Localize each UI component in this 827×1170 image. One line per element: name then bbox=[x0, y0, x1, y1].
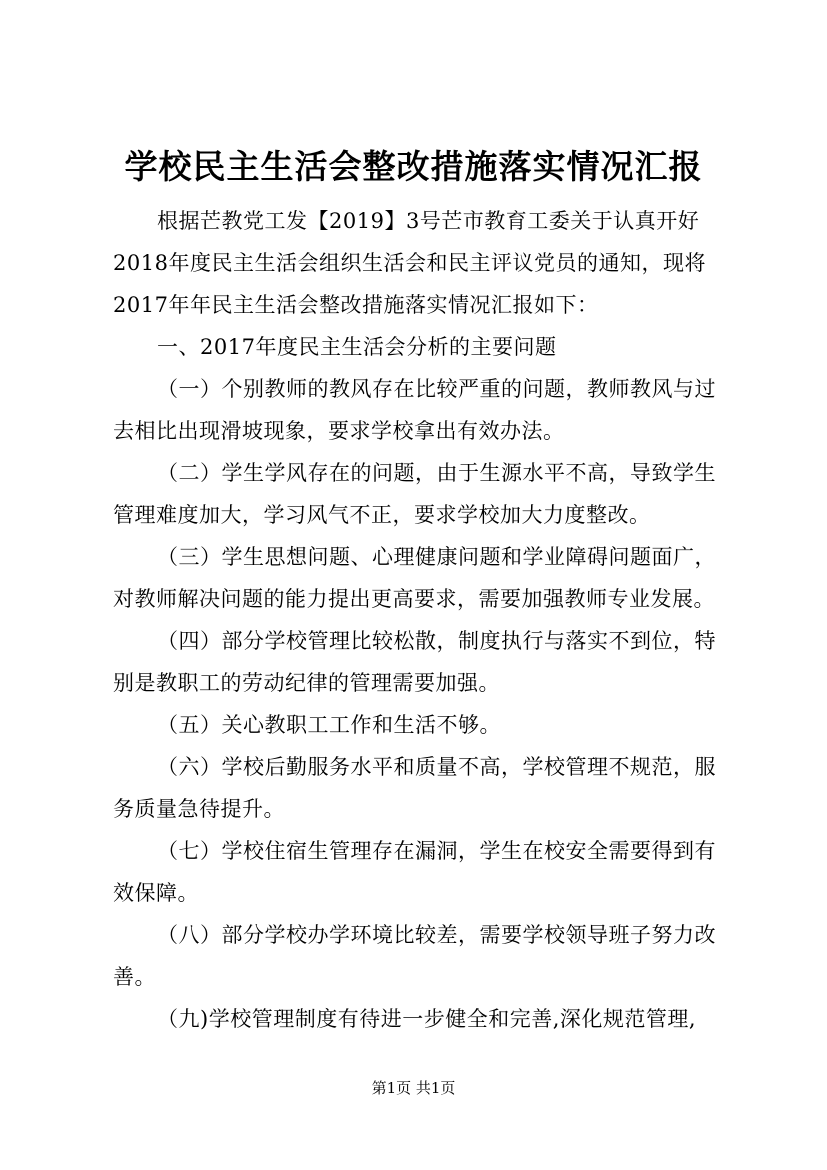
paragraph-line: 2018年度民主生活会组织生活会和民主评议党员的通知，现将 bbox=[113, 251, 706, 275]
paragraph-line: 善。 bbox=[113, 965, 156, 989]
paragraph-line: 管理难度加大，学习风气不正，要求学校加大力度整改。 bbox=[113, 503, 651, 527]
document-title: 学校民主生活会整改措施落实情况汇报 bbox=[124, 147, 703, 186]
paragraph-line: （五）关心教职工工作和生活不够。 bbox=[157, 713, 501, 737]
paragraph-line: 根据芒教党工发【2019】3号芒市教育工委关于认真开好 bbox=[157, 209, 700, 233]
paragraph-line: 对教师解决问题的能力提出更高要求，需要加强教师专业发展。 bbox=[113, 587, 715, 611]
paragraph-line: （六）学校后勤服务水平和质量不高，学校管理不规范，服 bbox=[157, 755, 716, 779]
paragraph-line: （四）部分学校管理比较松散，制度执行与落实不到位，特 bbox=[157, 629, 716, 653]
paragraph-line: （二）学生学风存在的问题，由于生源水平不高，导致学生 bbox=[157, 461, 716, 485]
paragraph-line: 别是教职工的劳动纪律的管理需要加强。 bbox=[113, 671, 500, 695]
paragraph-line: （九)学校管理制度有待进一步健全和完善,深化规范管理, bbox=[157, 1007, 697, 1031]
paragraph-line: （三）学生思想问题、心理健康问题和学业障碍问题面广， bbox=[157, 545, 716, 569]
document-body bbox=[113, 200, 733, 1040]
paragraph-line: 去相比出现滑坡现象，要求学校拿出有效办法。 bbox=[113, 419, 565, 443]
section-heading: 一、2017年度民主生活会分析的主要问题 bbox=[157, 335, 557, 359]
paragraph-line: （八）部分学校办学环境比较差，需要学校领导班子努力改 bbox=[157, 923, 716, 947]
paragraph-line: 效保障。 bbox=[113, 881, 199, 905]
paragraph-line: 务质量急待提升。 bbox=[113, 797, 285, 821]
paragraph-line: （七）学校住宿生管理存在漏洞，学生在校安全需要得到有 bbox=[157, 839, 716, 863]
page-footer: 第1页 共1页 bbox=[371, 1079, 456, 1097]
paragraph-line: （一）个别教师的教风存在比较严重的问题，教师教风与过 bbox=[157, 377, 716, 401]
paragraph-line: 2017年年民主生活会整改措施落实情况汇报如下： bbox=[113, 293, 599, 317]
